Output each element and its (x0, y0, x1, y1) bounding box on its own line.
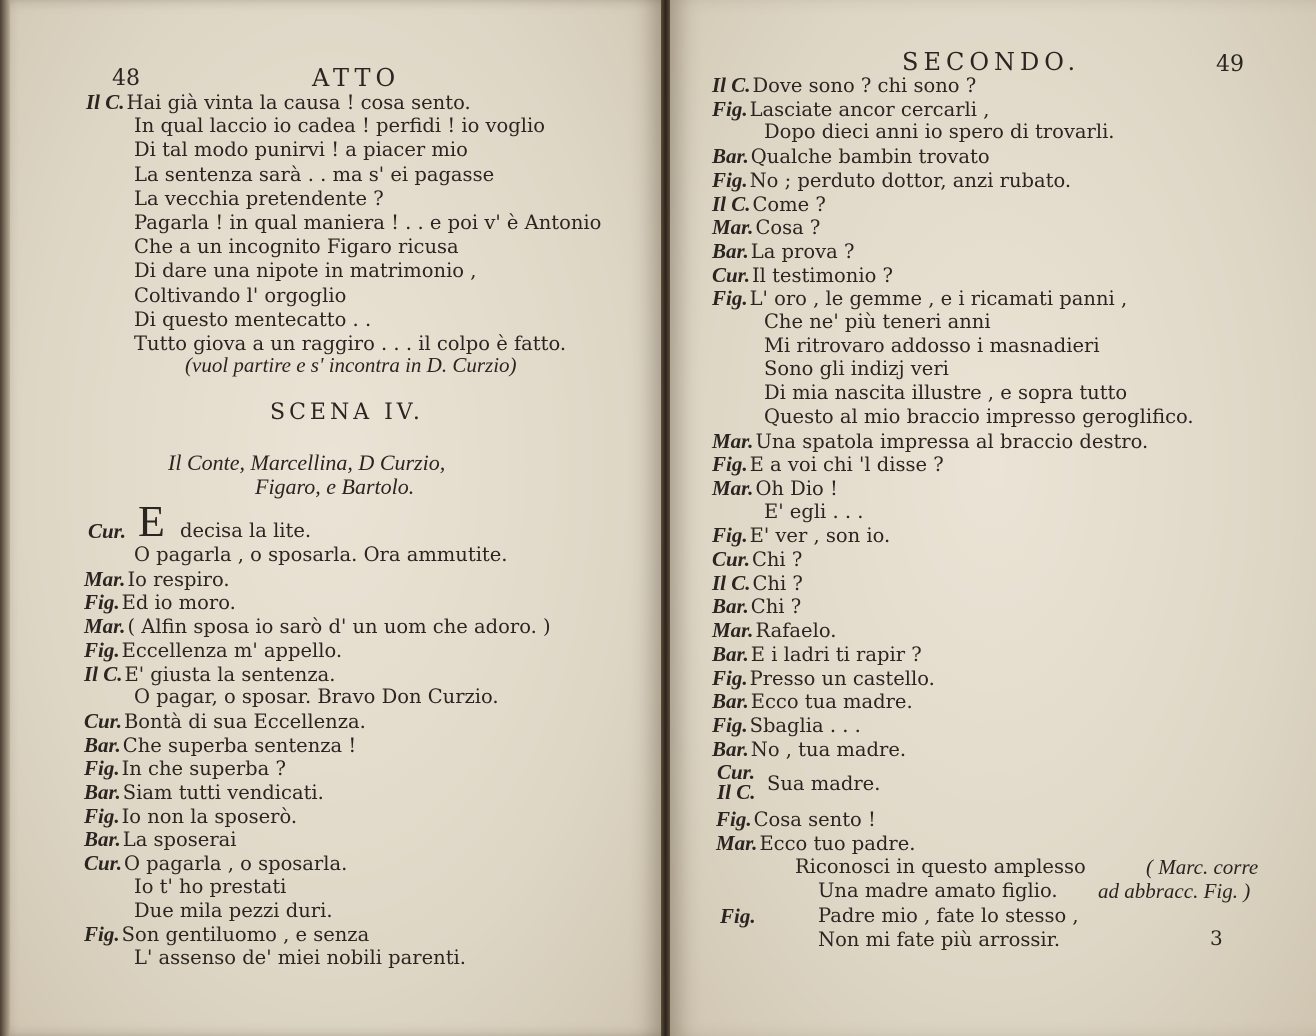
speaker-label: Il C. (84, 661, 123, 686)
speaker-label: Cur. (712, 262, 750, 287)
dialogue-text: Eccellenza m' appello. (121, 638, 343, 662)
dialogue-line (764, 382, 1127, 404)
dialogue-text: Chi ? (750, 595, 802, 619)
stage-direction: (vuol partire e s' incontra in D. Curzio) (185, 353, 517, 377)
dialogue-line (84, 757, 286, 780)
speaker-label: Il C. (712, 570, 751, 595)
page-number: 48 (112, 66, 140, 91)
dialogue-text: Che ne' più teneri anni (764, 310, 991, 333)
speaker-label: Mar. (84, 566, 126, 591)
running-head: SECONDO. (902, 48, 1081, 76)
joint-speakers (717, 762, 758, 802)
running-head: ATTO (312, 64, 401, 92)
scene-heading: SCENA IV. (270, 400, 424, 425)
dialogue-line (712, 74, 976, 97)
speaker-label: Bar. (712, 689, 749, 714)
speaker-label: Cur. (717, 760, 755, 784)
dialogue-text: Ecco tua madre. (750, 690, 913, 714)
speaker-label: Fig. (712, 452, 748, 477)
dialogue-line (134, 947, 466, 969)
dialogue-text: Io t' ho prestati (134, 874, 287, 898)
speaker-label: Fig. (712, 712, 748, 737)
dialogue-text: E' egli . . . (764, 499, 864, 523)
speaker-label: Il C. (86, 90, 125, 114)
dialogue-line (134, 333, 566, 355)
dialogue-text: Sono gli indizj veri (764, 357, 949, 381)
dialogue-text: O pagarla , o sposarla. (123, 852, 348, 876)
dialogue-text: Il testimonio ? (751, 263, 893, 287)
page-number: 49 (1216, 52, 1244, 77)
dialogue-text: E a voi chi 'l disse ? (749, 453, 944, 477)
dialogue-line (712, 619, 836, 642)
dialogue-text: Questo al mio braccio impresso geroglifico. (764, 404, 1194, 428)
dialogue-text: decisa la lite. (180, 519, 312, 542)
dialogue-text: O pagarla , o sposarla. Ora ammutite. (134, 543, 508, 566)
dialogue-text: Di dare una nipote in matrimonio , (134, 259, 477, 283)
dialogue-text: Di questo mentecatto . . (134, 307, 372, 331)
dialogue-text: No ; perduto dottor, anzi rubato. (749, 168, 1072, 192)
speaker-label: Il C. (712, 73, 751, 97)
dialogue-text: Coltivando l' orgoglio (134, 283, 347, 307)
dialogue-text: Son gentiluomo , e senza (121, 923, 370, 947)
speaker-label: Bar. (712, 238, 749, 263)
dialogue-line (764, 311, 991, 333)
dialogue-text: Di tal modo punirvi ! a piacer mio (134, 138, 468, 162)
book-gutter (661, 0, 670, 1036)
dialogue-line (84, 828, 237, 851)
dialogue-line (712, 430, 1148, 453)
dialogue-line (134, 309, 371, 331)
dialogue-line (764, 121, 1115, 143)
dialogue-text: Due mila pezzi duri. (134, 898, 333, 922)
dialogue-line (712, 264, 893, 287)
dialogue-text: Bontà di sua Eccellenza. (123, 709, 366, 733)
speaker-label: Fig. (720, 904, 756, 928)
verse-line: Padre mio , fate lo stesso , (818, 904, 1079, 927)
speaker-label: Cur. (712, 547, 750, 571)
dialogue-line (134, 876, 286, 898)
dialogue-text: Io respiro. (127, 567, 230, 591)
dialogue-line (712, 145, 990, 168)
dialogue-text: Una spatola impressa al braccio destro. (755, 429, 1149, 453)
dialogue-text: Ecco tuo padre. (759, 832, 916, 855)
dialogue-text: Che superba sentenza ! (122, 733, 357, 757)
dialogue-line (712, 193, 826, 216)
dialogue-line (84, 852, 347, 875)
dialogue-text: Presso un castello. (749, 666, 935, 690)
dialogue-line (84, 639, 342, 662)
dialogue-line (712, 524, 890, 547)
speaker-label: Fig. (84, 756, 120, 781)
cast-list-line-1: Il Conte, Marcellina, D Curzio, (168, 450, 446, 475)
stage-direction: ad abbracc. Fig. ) (1098, 879, 1251, 903)
dialogue-line (134, 188, 384, 210)
dialogue-text: Qualche bambin trovato (750, 145, 990, 169)
dialogue-text: Che a un incognito Figaro ricusa (134, 235, 459, 259)
speaker-label: Bar. (84, 780, 121, 804)
dialogue-line (134, 260, 476, 282)
dialogue-text: E' giusta la sentenza. (124, 662, 336, 686)
speaker-label: Fig. (84, 637, 120, 662)
speaker-label: Fig. (716, 807, 752, 831)
speaker-label: Cur. (88, 519, 126, 543)
dialogue-line (134, 236, 459, 258)
speaker-label: Mar. (712, 215, 754, 240)
speaker-label: Fig. (712, 96, 748, 121)
dialogue-line (134, 164, 494, 186)
dialogue-line (88, 520, 128, 543)
dialogue-line (712, 453, 944, 476)
speaker-label: Cur. (84, 708, 122, 733)
speaker-label: Fig. (712, 167, 748, 192)
dialogue-line (134, 139, 468, 161)
dialogue-line (712, 216, 820, 239)
dialogue-line (134, 686, 499, 708)
speaker-label: Mar. (716, 831, 758, 855)
dialogue-line (712, 738, 906, 761)
dialogue-line (712, 595, 801, 618)
dialogue-line (712, 690, 913, 713)
dialogue-text: ( Alfin sposa io sarò d' un uom che adoro. ) (127, 615, 551, 639)
dialogue-text: Chi ? (751, 548, 803, 571)
dialogue-text: Come ? (752, 192, 826, 216)
dialogue-line (134, 900, 333, 922)
dialogue-line (84, 591, 236, 614)
dialogue-text: Cosa ? (755, 216, 821, 240)
dialogue-text: Chi ? (752, 571, 803, 595)
dialogue-line (764, 406, 1194, 428)
dialogue-line (712, 169, 1071, 192)
verse-line: Riconosci in questo amplesso (795, 855, 1086, 878)
dialogue-line (712, 548, 802, 571)
dialogue-line (84, 805, 297, 828)
dialogue-text: Lasciate ancor cercarli , (749, 97, 990, 121)
dialogue-line (720, 905, 758, 928)
dialogue-text: Sbaglia . . . (749, 713, 861, 737)
cast-list-line-2: Figaro, e Bartolo. (255, 474, 415, 499)
dialogue-text: Pagarla ! in qual maniera ! . . e poi v' è Antonio (134, 211, 602, 234)
dialogue-line (764, 501, 863, 523)
speaker-label: Bar. (712, 594, 749, 619)
dialogue-text: E i ladri ti rapir ? (750, 642, 922, 666)
dialogue-text: Hai già vinta la causa ! cosa sento. (126, 91, 471, 114)
dialogue-line (86, 91, 471, 114)
dialogue-line (712, 240, 854, 263)
dialogue-text: Mi ritrovaro addosso i masnadieri (764, 333, 1100, 357)
dialogue-text: L' assenso de' miei nobili parenti. (134, 945, 466, 969)
dialogue-text: La vecchia pretendente ? (134, 186, 384, 210)
speaker-label: Mar. (712, 428, 754, 453)
dialogue-line (716, 832, 915, 855)
speaker-label: Fig. (84, 803, 120, 828)
dialogue-text: Cosa sento ! (753, 808, 876, 831)
dialogue-text: Di mia nascita illustre , e sopra tutto (764, 381, 1128, 405)
verse-line: Una madre amato figlio. (818, 879, 1058, 902)
stage-direction: ( Marc. corre (1146, 855, 1259, 879)
dialogue-text: Dove sono ? chi sono ? (752, 74, 977, 97)
dialogue-line (134, 212, 601, 234)
dialogue-line (712, 572, 803, 595)
drop-cap: E (138, 497, 165, 546)
speaker-label: Mar. (84, 614, 126, 639)
dialogue-text: O pagar, o sposar. Bravo Don Curzio. (134, 685, 499, 709)
dialogue-line (84, 923, 369, 946)
speaker-label: Bar. (712, 144, 749, 169)
verse-line: Non mi fate più arrossir. (818, 928, 1061, 951)
page-edge (0, 0, 10, 1036)
dialogue-line (764, 335, 1100, 357)
speaker-label: Mar. (712, 618, 754, 643)
dialogue-line (712, 98, 989, 121)
dialogue-line (712, 667, 935, 690)
speaker-label: Fig. (712, 286, 748, 311)
speaker-label: Cur. (84, 851, 122, 876)
dialogue-text: La sposerai (122, 828, 237, 852)
dialogue-text: No , tua madre. (750, 737, 907, 761)
dialogue-line (84, 710, 366, 733)
dialogue-text: La prova ? (750, 239, 855, 263)
dialogue-line (764, 358, 949, 380)
speaker-label: Fig. (84, 922, 120, 947)
dialogue-line (84, 734, 356, 757)
dialogue-text: In qual laccio io cadea ! perfidi ! io voglio (134, 114, 545, 138)
dialogue-text: E' ver , son io. (749, 524, 891, 548)
dialogue-line (712, 714, 861, 737)
dialogue-line (134, 544, 508, 566)
speaker-label: Bar. (712, 736, 749, 761)
dialogue-text: Io non la sposerò. (121, 804, 298, 828)
speaker-label: Il C. (712, 191, 751, 216)
speaker-label: Bar. (84, 732, 121, 757)
dialogue-line (84, 615, 551, 638)
dialogue-line (84, 663, 335, 686)
speaker-label: Mar. (712, 475, 754, 500)
dialogue-line (712, 643, 922, 666)
dialogue-text: In che superba ? (121, 757, 286, 781)
dialogue-text: Dopo dieci anni io spero di trovarli. (764, 120, 1115, 144)
dialogue-text: Ed io moro. (121, 591, 236, 615)
dialogue-text: Rafaelo. (755, 619, 837, 643)
dialogue-line (134, 115, 545, 137)
dialogue-text: La sentenza sarà . . ma s' ei pagasse (134, 162, 495, 186)
dialogue-line (134, 285, 346, 307)
signature-mark: 3 (1210, 926, 1223, 950)
dialogue-text: Tutto giova a un raggiro . . . il colpo è fatto. (134, 332, 567, 355)
dialogue-text: Oh Dio ! (755, 476, 838, 500)
dialogue-line (84, 568, 230, 591)
dialogue-text: Sua madre. (767, 772, 881, 795)
dialogue-line (716, 808, 876, 831)
speaker-label: Fig. (712, 665, 748, 690)
speaker-label: Bar. (84, 827, 121, 852)
speaker-label: Bar. (712, 641, 749, 666)
dialogue-text: Siam tutti vendicati. (122, 781, 324, 804)
right-page (670, 0, 1316, 1036)
dialogue-text: L' oro , le gemme , e i ricamati panni , (749, 287, 1128, 311)
dialogue-line (84, 781, 324, 804)
speaker-label: Fig. (712, 523, 748, 548)
speaker-label: Il C. (717, 780, 756, 804)
dialogue-line (712, 477, 838, 500)
dialogue-line (712, 287, 1127, 310)
speaker-label: Fig. (84, 590, 120, 615)
